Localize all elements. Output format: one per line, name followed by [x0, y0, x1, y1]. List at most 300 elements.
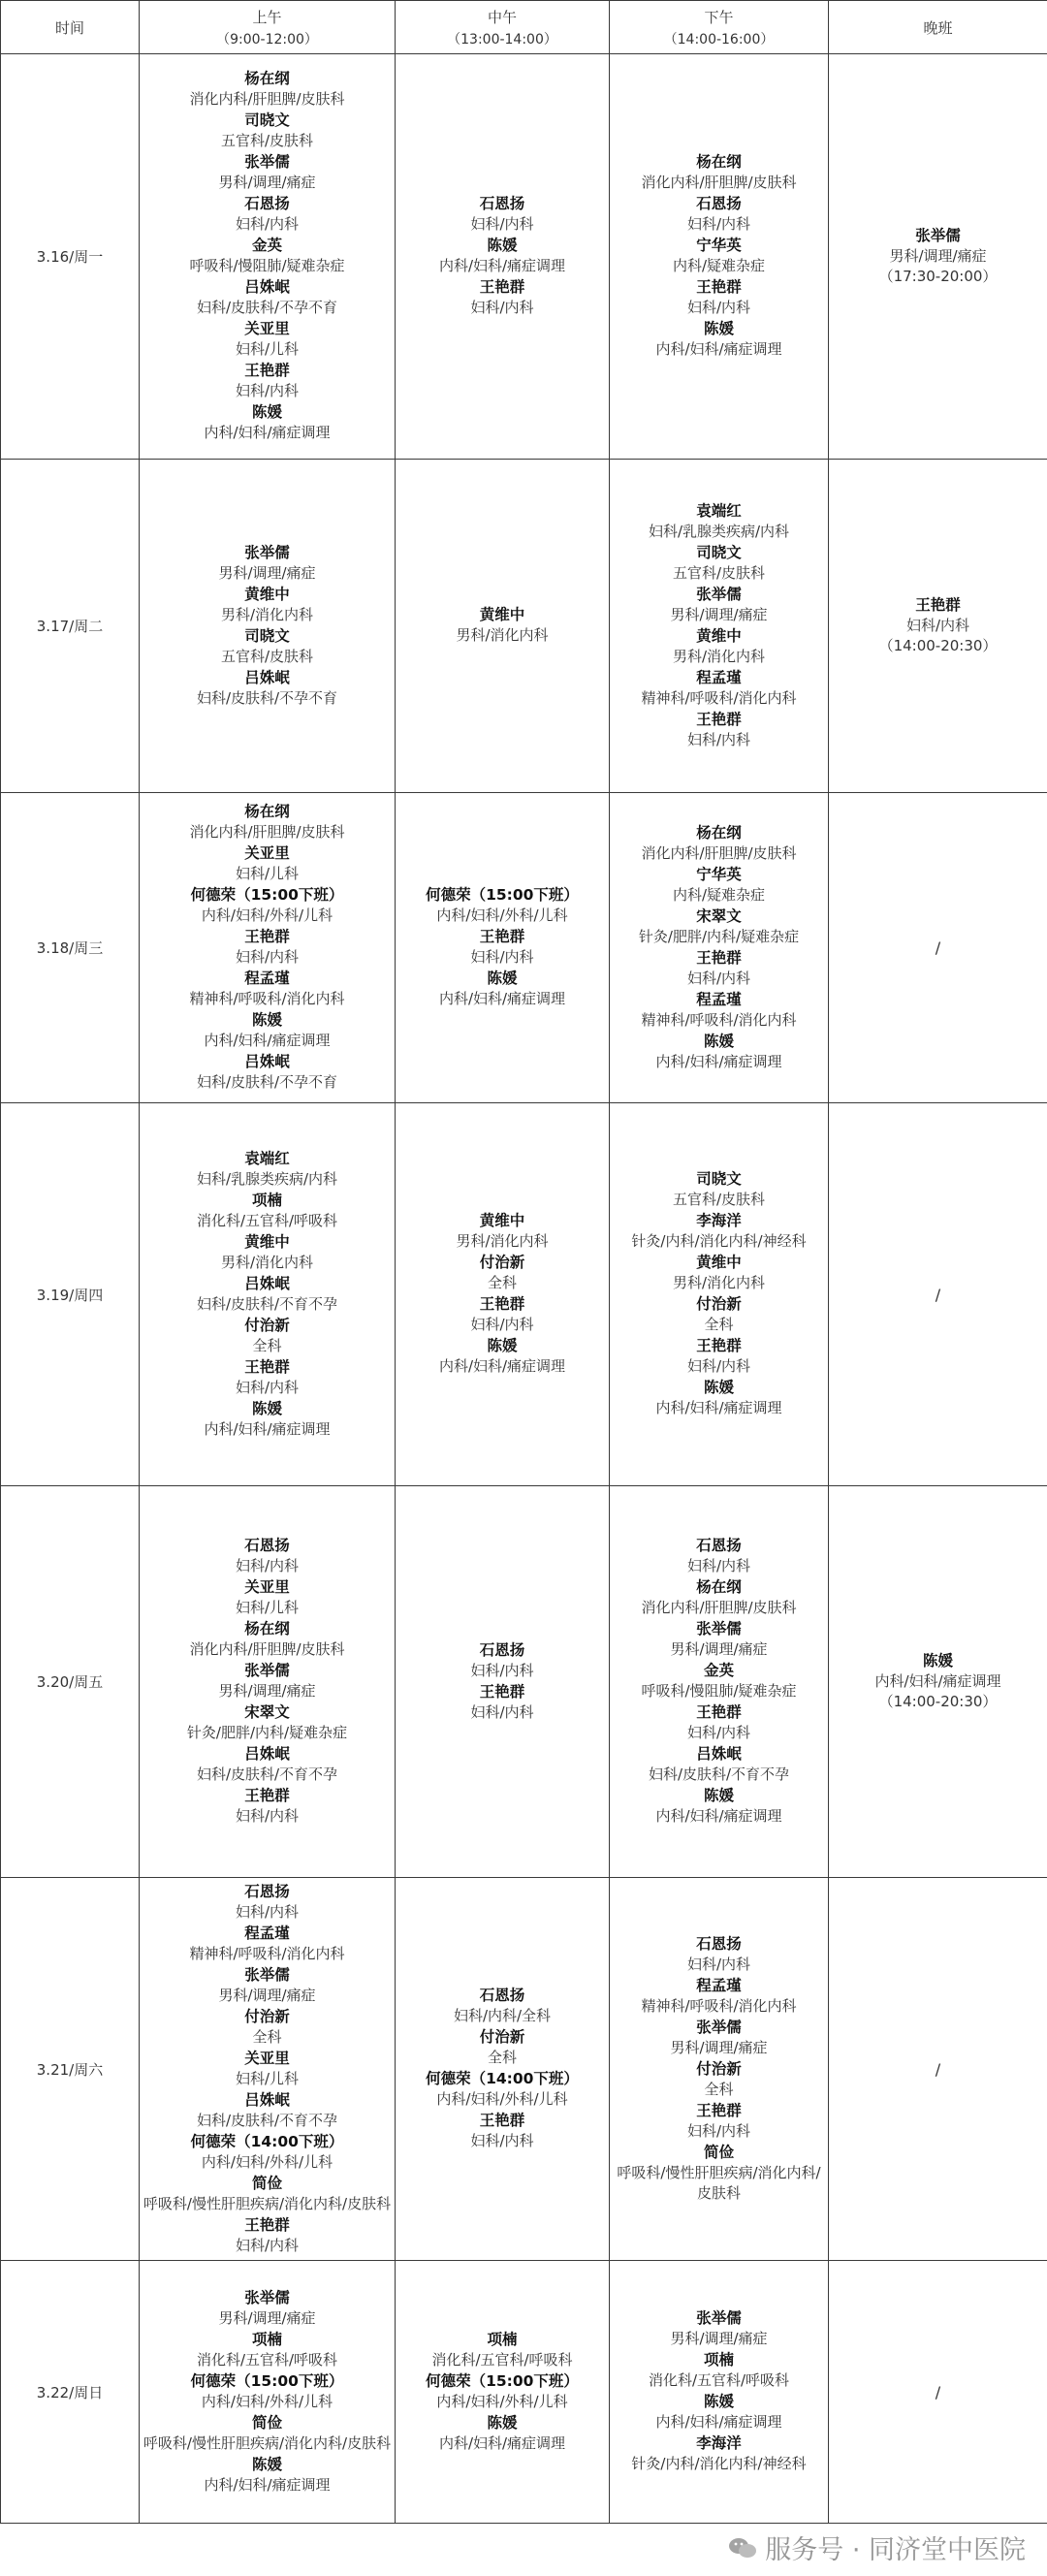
afternoon-doctor-entry — [610, 319, 828, 360]
doctor-name: 陈媛 — [487, 237, 518, 254]
noon-cell — [396, 460, 610, 793]
morning-doctor-entry — [140, 802, 395, 843]
morning-doctor-entry — [140, 1399, 395, 1440]
doctor-name: 袁端红 — [244, 1149, 290, 1167]
doctor-department: 妇科/儿科 — [235, 865, 300, 882]
doctor-department: 五官科/皮肤科 — [672, 1191, 766, 1208]
doctor-department: 男科/调理/痛症 — [670, 605, 768, 623]
day-label: 3.17/周二 — [1, 460, 140, 793]
noon-doctor-entry — [396, 605, 609, 646]
doctor-name: 关亚里 — [244, 844, 290, 862]
morning-doctor-entry — [140, 277, 395, 318]
doctor-name: 王艳群 — [244, 2215, 290, 2234]
afternoon-doctor-entry — [610, 1577, 828, 1618]
doctor-department: 妇科/内科 — [470, 215, 534, 233]
morning-doctor-entry — [140, 1744, 395, 1785]
doctor-name: 宋翠文 — [696, 906, 742, 925]
doctor-name: 张举儒 — [696, 2309, 742, 2327]
morning-doctor-entry — [140, 1619, 395, 1660]
afternoon-cell — [610, 2261, 829, 2524]
evening-doctor-entry — [829, 595, 1047, 656]
afternoon-doctor-entry — [610, 1976, 828, 2017]
noon-doctor-entry — [396, 2111, 609, 2151]
evening-cell — [829, 1878, 1047, 2261]
doctor-name: 李海洋 — [696, 2434, 742, 2452]
morning-doctor-entry — [140, 2288, 395, 2329]
day-label: 3.21/周六 — [1, 1878, 140, 2261]
noon-doctor-entry — [396, 885, 609, 926]
noon-doctor-entry — [396, 2027, 609, 2068]
doctor-name: 王艳群 — [479, 1295, 525, 1313]
afternoon-doctor-entry — [610, 194, 828, 235]
doctor-department: 全科 — [252, 2027, 282, 2046]
day-row — [1, 54, 1047, 460]
afternoon-cell — [610, 1103, 829, 1486]
afternoon-cell — [610, 1486, 829, 1878]
doctor-department: 内科/疑难杂症 — [672, 257, 766, 274]
doctor-department: 内科/妇科/痛症调理 — [874, 1671, 1001, 1690]
doctor-name: 石恩扬 — [479, 1640, 525, 1659]
doctor-department: 针灸/肥胖/内科/疑难杂症 — [186, 1724, 348, 1741]
afternoon-cell — [610, 793, 829, 1103]
afternoon-doctor-entry — [610, 668, 828, 709]
morning-doctor-entry — [140, 2132, 395, 2173]
doctor-name: 关亚里 — [244, 2049, 290, 2067]
doctor-department: 针灸/内科/消化内科/神经科 — [631, 2455, 807, 2472]
afternoon-doctor-entry — [610, 1253, 828, 1293]
noon-cell — [396, 1878, 610, 2261]
day-row — [1, 1103, 1047, 1486]
morning-doctor-entry — [140, 969, 395, 1009]
doctor-department: 五官科/皮肤科 — [672, 563, 766, 582]
doctor-name: 石恩扬 — [244, 1537, 290, 1554]
afternoon-doctor-entry — [610, 1336, 828, 1377]
doctor-name: 吕姝岷 — [244, 278, 290, 296]
doctor-department: 妇科/皮肤科/不育不孕 — [196, 1765, 338, 1783]
doctor-department: 五官科/皮肤科 — [220, 647, 314, 665]
noon-doctor-entry — [396, 2371, 609, 2412]
doctor-department: 男科/消化内科 — [220, 605, 314, 623]
noon-doctor-entry — [396, 1336, 609, 1377]
doctor-name: 简俭 — [703, 2143, 734, 2161]
doctor-name: 陈媛 — [703, 1379, 734, 1396]
doctor-name: 陈媛 — [703, 1787, 734, 1804]
doctor-name: 张举儒 — [244, 153, 290, 171]
noon-doctor-entry — [396, 1294, 609, 1335]
doctor-name: 黄维中 — [696, 626, 742, 645]
doctor-name: 石恩扬 — [696, 195, 742, 212]
doctor-name: 项楠 — [251, 1191, 282, 1209]
doctor-name: 陈媛 — [487, 970, 518, 987]
doctor-name: 陈媛 — [703, 2393, 734, 2410]
doctor-name: 王艳群 — [244, 1357, 290, 1376]
afternoon-doctor-entry — [610, 2350, 828, 2391]
doctor-department: 男科/调理/痛症 — [218, 1986, 316, 2004]
doctor-name: 陈媛 — [487, 2413, 518, 2432]
doctor-name: 黄维中 — [244, 1232, 290, 1251]
morning-doctor-entry — [140, 1232, 395, 1273]
afternoon-doctor-entry — [610, 1294, 828, 1335]
doctor-department: 精神科/呼吸科/消化内科 — [641, 1010, 797, 1029]
afternoon-doctor-entry — [610, 1211, 828, 1252]
day-row — [1, 793, 1047, 1103]
doctor-department: 内科/妇科/外科/儿科 — [201, 2152, 333, 2171]
afternoon-doctor-entry — [610, 948, 828, 989]
afternoon-doctor-entry — [610, 865, 828, 906]
doctor-department: 内科/妇科/痛症调理 — [655, 340, 782, 358]
doctor-name: 王艳群 — [915, 595, 961, 614]
morning-doctor-entry — [140, 1052, 395, 1093]
doctor-department: 呼吸科/慢阻肺/疑难杂症 — [189, 257, 345, 274]
doctor-name: 司晓文 — [696, 543, 742, 561]
doctor-name: 何德荣（15:00下班） — [190, 2371, 344, 2390]
morning-doctor-entry — [140, 1786, 395, 1827]
doctor-department: 妇科/内科 — [686, 730, 751, 748]
doctor-name: 程孟瑾 — [244, 1924, 290, 1942]
doctor-name: 简俭 — [251, 2174, 282, 2192]
doctor-department: 妇科/内科 — [235, 1902, 300, 1921]
doctor-department: 妇科/皮肤科/不育不孕 — [196, 2111, 338, 2129]
doctor-department: 男科/调理/痛症 — [670, 1640, 768, 1658]
doctor-name: 付治新 — [479, 1254, 525, 1271]
noon-doctor-entry — [396, 2330, 609, 2370]
doctor-name: 王艳群 — [696, 710, 742, 728]
doctor-name: 张举儒 — [696, 2018, 742, 2036]
doctor-department: 妇科/乳腺类疾病/内科 — [196, 1169, 338, 1188]
doctor-department: 妇科/内科 — [905, 616, 970, 634]
doctor-name: 吕姝岷 — [244, 1274, 290, 1292]
doctor-name: 吕姝岷 — [244, 2090, 290, 2109]
doctor-department: 妇科/内科 — [235, 2236, 300, 2254]
watermark — [728, 2528, 1026, 2566]
doctor-department: 内科/妇科/痛症调理 — [655, 1807, 782, 1825]
afternoon-doctor-entry — [610, 585, 828, 625]
doctor-department: 针灸/内科/消化内科/神经科 — [631, 1232, 807, 1250]
doctor-name: 王艳群 — [696, 1703, 742, 1721]
doctor-name: 张举儒 — [915, 226, 961, 244]
afternoon-doctor-entry — [610, 2143, 828, 2204]
doctor-name: 金英 — [251, 237, 282, 254]
doctor-department: 妇科/内科/全科 — [453, 2007, 552, 2024]
doctor-department: 五官科/皮肤科 — [220, 132, 314, 149]
header-evening: 晚班 — [829, 1, 1047, 54]
wechat-icon — [728, 2536, 757, 2560]
doctor-name: 石恩扬 — [479, 195, 525, 212]
afternoon-doctor-entry — [610, 277, 828, 318]
doctor-name: 杨在纲 — [696, 1578, 742, 1596]
morning-doctor-entry — [140, 885, 395, 926]
doctor-department: 妇科/内科 — [235, 1807, 300, 1825]
doctor-name: 石恩扬 — [479, 1987, 525, 2004]
doctor-department: 妇科/儿科 — [235, 340, 300, 358]
noon-cell — [396, 793, 610, 1103]
doctor-department: 内科/妇科/痛症调理 — [204, 2475, 331, 2494]
afternoon-doctor-entry — [610, 823, 828, 864]
doctor-department: 妇科/内科 — [470, 1702, 534, 1721]
doctor-name: 金英 — [703, 1662, 734, 1679]
day-label: 3.22/周日 — [1, 2261, 140, 2524]
noon-doctor-entry — [396, 2413, 609, 2454]
doctor-department: 妇科/内科 — [470, 948, 534, 966]
morning-doctor-entry — [140, 585, 395, 625]
doctor-department: 全科 — [704, 2080, 734, 2098]
doctor-department: 妇科/内科 — [235, 948, 300, 966]
morning-doctor-entry — [140, 194, 395, 235]
doctor-name: 简俭 — [251, 2413, 282, 2432]
doctor-department: 男科/调理/痛症 — [670, 2038, 768, 2056]
doctor-department: 消化内科/肝胆脾/皮肤科 — [641, 174, 797, 191]
doctor-name: 吕姝岷 — [244, 1053, 290, 1070]
doctor-department: 妇科/内科 — [235, 1557, 300, 1574]
morning-doctor-entry — [140, 361, 395, 401]
doctor-department: 消化内科/肝胆脾/皮肤科 — [189, 823, 345, 841]
doctor-name: 陈媛 — [251, 1399, 282, 1417]
no-shift-mark: / — [935, 1285, 941, 1304]
doctor-department: 消化科/五官科/呼吸科 — [648, 2371, 790, 2389]
morning-doctor-entry — [140, 1536, 395, 1576]
doctor-name: 王艳群 — [696, 1337, 742, 1354]
morning-doctor-entry — [140, 927, 395, 968]
doctor-name: 何德荣（14:00下班） — [426, 2070, 579, 2087]
doctor-department: 男科/消化内科 — [672, 647, 766, 665]
doctor-department: 全科 — [487, 2049, 517, 2066]
morning-doctor-entry — [140, 2215, 395, 2256]
no-shift-mark: / — [935, 2059, 941, 2079]
afternoon-doctor-entry — [610, 2308, 828, 2349]
noon-cell — [396, 2261, 610, 2524]
afternoon-doctor-entry — [610, 1619, 828, 1660]
doctor-department: 内科/妇科/外科/儿科 — [436, 2090, 568, 2108]
morning-doctor-entry — [140, 236, 395, 276]
doctor-name: 付治新 — [479, 2028, 525, 2046]
doctor-department: 男科/调理/痛症 — [218, 1682, 316, 1700]
afternoon-doctor-entry — [610, 1536, 828, 1576]
noon-cell — [396, 1103, 610, 1486]
morning-doctor-entry — [140, 1577, 395, 1618]
doctor-department: 内科/妇科/痛症调理 — [438, 2433, 566, 2452]
doctor-name: 杨在纲 — [696, 153, 742, 171]
doctor-department: 呼吸科/慢性肝胆疾病/消化内科/皮肤科 — [143, 2433, 392, 2452]
day-label: 3.18/周三 — [1, 793, 140, 1103]
morning-doctor-entry — [140, 1010, 395, 1051]
day-row — [1, 1878, 1047, 2261]
doctor-department: 男科/调理/痛症 — [889, 246, 987, 265]
morning-doctor-entry — [140, 626, 395, 667]
doctor-department: 呼吸科/慢性肝胆疾病/消化内科/皮肤科 — [617, 2163, 821, 2202]
afternoon-doctor-entry — [610, 1702, 828, 1743]
doctor-department: 妇科/皮肤科/不育不孕 — [648, 1765, 790, 1783]
morning-doctor-entry — [140, 2371, 395, 2412]
doctor-department: 男科/消化内科 — [220, 1253, 314, 1271]
afternoon-doctor-entry — [610, 1744, 828, 1785]
noon-doctor-entry — [396, 236, 609, 276]
doctor-department: 妇科/内科 — [235, 1378, 300, 1396]
afternoon-cell — [610, 460, 829, 793]
evening-doctor-entry — [829, 1651, 1047, 1712]
morning-doctor-entry — [140, 1191, 395, 1231]
doctor-department: 妇科/儿科 — [235, 2069, 300, 2087]
morning-doctor-entry — [140, 1316, 395, 1356]
afternoon-doctor-entry — [610, 501, 828, 542]
afternoon-doctor-entry — [610, 1786, 828, 1827]
doctor-department: 消化内科/肝胆脾/皮肤科 — [189, 90, 345, 108]
morning-doctor-entry — [140, 69, 395, 110]
header-noon: 中午 （13:00-14:00） — [396, 1, 610, 54]
afternoon-doctor-entry — [610, 2433, 828, 2474]
day-label: 3.16/周一 — [1, 54, 140, 460]
doctor-name: 王艳群 — [479, 2112, 525, 2129]
doctor-department: 妇科/内科 — [686, 1724, 751, 1741]
doctor-department: 妇科/内科 — [686, 2121, 751, 2140]
doctor-department: 消化内科/肝胆脾/皮肤科 — [641, 843, 797, 862]
morning-doctor-entry — [140, 2413, 395, 2454]
doctor-department: 内科/妇科/外科/儿科 — [201, 2392, 333, 2410]
doctor-department: 妇科/乳腺类疾病/内科 — [648, 522, 790, 540]
doctor-name: 陈媛 — [251, 403, 282, 421]
doctor-department: 呼吸科/慢阻肺/疑难杂症 — [641, 1682, 797, 1700]
morning-doctor-entry — [140, 2330, 395, 2370]
day-label: 3.19/周四 — [1, 1103, 140, 1486]
doctor-department: 内科/妇科/痛症调理 — [655, 1052, 782, 1070]
doctor-department: 内科/妇科/痛症调理 — [438, 1357, 566, 1375]
morning-cell — [140, 460, 396, 793]
afternoon-doctor-entry — [610, 1032, 828, 1072]
doctor-department: 内科/妇科/痛症调理 — [204, 1032, 331, 1049]
doctor-department: 内科/妇科/外科/儿科 — [201, 906, 333, 924]
doctor-department: 妇科/皮肤科/不孕不育 — [196, 688, 338, 707]
doctor-department: 针灸/肥胖/内科/疑难杂症 — [638, 927, 800, 945]
noon-doctor-entry — [396, 1986, 609, 2026]
doctor-department: 男科/调理/痛症 — [218, 174, 316, 191]
doctor-name: 张举儒 — [244, 1662, 290, 1679]
doctor-department: 内科/妇科/痛症调理 — [438, 990, 566, 1007]
doctor-department: 妇科/内科 — [470, 299, 534, 316]
morning-doctor-entry — [140, 111, 395, 151]
doctor-name: 程孟瑾 — [696, 1976, 742, 1994]
doctor-name: 石恩扬 — [696, 1934, 742, 1953]
doctor-department: 内科/妇科/外科/儿科 — [436, 2392, 568, 2410]
morning-doctor-entry — [140, 543, 395, 584]
afternoon-doctor-entry — [610, 2059, 828, 2100]
doctor-department: 妇科/内科 — [470, 1316, 534, 1333]
afternoon-doctor-entry — [610, 2101, 828, 2142]
noon-doctor-entry — [396, 1211, 609, 1252]
doctor-name: 张举儒 — [244, 1965, 290, 1984]
doctor-department: 妇科/内科 — [235, 382, 300, 399]
doctor-name: 王艳群 — [479, 278, 525, 296]
doctor-name: 项楠 — [251, 2330, 282, 2348]
doctor-name: 吕姝岷 — [244, 1745, 290, 1763]
doctor-name: 程孟瑾 — [696, 668, 742, 686]
morning-doctor-entry — [140, 1149, 395, 1190]
noon-doctor-entry — [396, 1640, 609, 1681]
morning-doctor-entry — [140, 1702, 395, 1743]
evening-doctor-entry — [829, 226, 1047, 287]
afternoon-doctor-entry — [610, 1661, 828, 1701]
morning-cell — [140, 2261, 396, 2524]
morning-cell — [140, 793, 396, 1103]
doctor-name: 杨在纲 — [696, 823, 742, 842]
doctor-name: 张举儒 — [696, 585, 742, 603]
afternoon-cell — [610, 54, 829, 460]
doctor-name: 付治新 — [244, 2007, 290, 2025]
doctor-department: 妇科/内科 — [686, 969, 751, 987]
doctor-department: 妇科/内科 — [235, 215, 300, 233]
header-morning: 上午 （9:00-12:00） — [140, 1, 396, 54]
doctor-name: 王艳群 — [244, 1787, 290, 1804]
morning-doctor-entry — [140, 1357, 395, 1398]
doctor-name: 杨在纲 — [244, 70, 290, 87]
doctor-name: 张举儒 — [696, 1620, 742, 1638]
doctor-name: 何德荣（15:00下班） — [190, 886, 344, 904]
doctor-name: 黄维中 — [479, 1212, 525, 1229]
doctor-department: 精神科/呼吸科/消化内科 — [641, 688, 797, 707]
doctor-name: 陈媛 — [487, 1337, 518, 1354]
doctor-department: 消化内科/肝胆脾/皮肤科 — [641, 1599, 797, 1616]
no-shift-mark: / — [935, 938, 941, 957]
evening-cell — [829, 793, 1047, 1103]
afternoon-doctor-entry — [610, 543, 828, 584]
header-afternoon: 下午 （14:00-16:00） — [610, 1, 829, 54]
doctor-name: 司晓文 — [244, 626, 290, 645]
doctor-name: 王艳群 — [479, 1682, 525, 1701]
doctor-name: 王艳群 — [244, 928, 290, 945]
doctor-name: 关亚里 — [244, 320, 290, 337]
afternoon-doctor-entry — [610, 626, 828, 667]
morning-doctor-entry — [140, 2455, 395, 2496]
afternoon-doctor-entry — [610, 2392, 828, 2433]
doctor-department: 妇科/内科 — [686, 215, 751, 233]
doctor-department: 消化科/五官科/呼吸科 — [431, 2350, 573, 2369]
doctor-name: 黄维中 — [244, 585, 290, 603]
doctor-department: 妇科/内科 — [470, 2132, 534, 2149]
morning-cell — [140, 54, 396, 460]
doctor-name: 司晓文 — [696, 1170, 742, 1188]
doctor-name: 王艳群 — [479, 928, 525, 945]
doctor-name: 陈媛 — [251, 2455, 282, 2473]
morning-cell — [140, 1878, 396, 2261]
morning-doctor-entry — [140, 1882, 395, 1923]
afternoon-doctor-entry — [610, 152, 828, 193]
header-time: 时间 — [1, 1, 140, 54]
doctor-department: 内科/妇科/痛症调理 — [204, 1419, 331, 1438]
doctor-department: 男科/调理/痛症 — [218, 563, 316, 582]
doctor-name: 何德荣（15:00下班） — [426, 2371, 579, 2390]
doctor-name: 杨在纲 — [244, 1620, 290, 1638]
morning-doctor-entry — [140, 2090, 395, 2131]
morning-cell — [140, 1486, 396, 1878]
shift-time: （14:00-20:30） — [878, 1692, 998, 1710]
evening-cell — [829, 1103, 1047, 1486]
day-row — [1, 2261, 1047, 2524]
doctor-name: 宁华英 — [696, 237, 742, 254]
doctor-department: 妇科/皮肤科/不孕不育 — [196, 1073, 338, 1091]
morning-doctor-entry — [140, 2007, 395, 2048]
doctor-name: 陈媛 — [703, 1032, 734, 1050]
doctor-name: 付治新 — [244, 1316, 290, 1334]
doctor-department: 妇科/内科 — [686, 1557, 751, 1574]
doctor-name: 袁端红 — [696, 501, 742, 520]
doctor-department: 消化科/五官科/呼吸科 — [196, 1211, 338, 1229]
doctor-name: 吕姝岷 — [244, 668, 290, 686]
doctor-department: 内科/妇科/痛症调理 — [204, 424, 331, 441]
doctor-name: 关亚里 — [244, 1578, 290, 1596]
noon-cell — [396, 1486, 610, 1878]
day-row — [1, 1486, 1047, 1878]
doctor-name: 项楠 — [487, 2330, 518, 2348]
evening-cell — [829, 460, 1047, 793]
noon-doctor-entry — [396, 194, 609, 235]
